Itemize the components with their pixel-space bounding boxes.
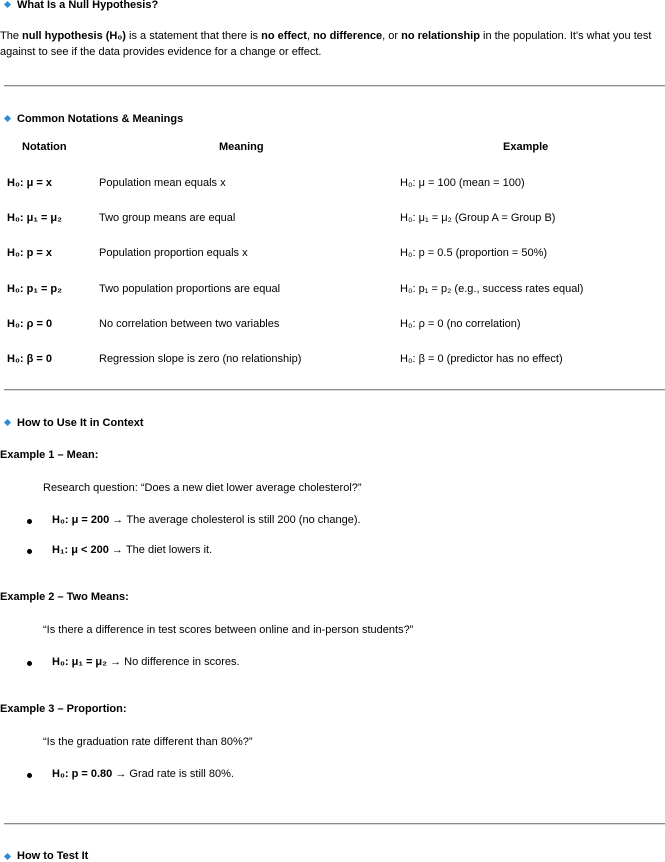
table-header-meaning: Meaning [219, 141, 264, 153]
bullet-dot-icon [27, 661, 32, 666]
table-cell-example: H₀: μ = 100 (mean = 100) [400, 177, 525, 189]
section-bullet-icon [4, 853, 11, 860]
bullet-dot-icon [27, 549, 32, 554]
example-3-title: Example 3 – Proportion: [0, 703, 127, 715]
hypothesis-description: → The average cholesterol is still 200 (no change). [109, 514, 361, 526]
para-bold-term: no difference [313, 30, 383, 42]
hypothesis-description: → No difference in scores. [107, 656, 240, 668]
bullet-dot-icon [27, 773, 32, 778]
example-1-bullet-2 [52, 544, 212, 556]
example-2-question: “Is there a difference in test scores between online and in-person students?” [43, 624, 414, 636]
table-cell-notation: H₀: μ = x [7, 177, 53, 189]
example-2-title: Example 2 – Two Means: [0, 591, 129, 603]
section-bullet-icon [4, 1, 11, 8]
para-bold-term: no relationship [401, 30, 480, 42]
example-1-title: Example 1 – Mean: [0, 449, 99, 461]
table-cell-notation: H₀: β = 0 [7, 353, 52, 365]
table-cell-notation: H₀: p₁ = p₂ [7, 283, 63, 295]
hypothesis-notation: H₁: μ < 200 [52, 544, 109, 556]
table-cell-example: H₀: β = 0 (predictor has no effect) [400, 353, 563, 365]
hypothesis-notation: H₀: μ₁ = μ₂ [52, 656, 108, 668]
table-cell-meaning: Population proportion equals x [99, 247, 248, 259]
para-text: , [306, 30, 314, 42]
table-cell-example: H₀: p = 0.5 (proportion = 50%) [400, 247, 548, 259]
bullet-dot-icon [27, 519, 32, 524]
para-text: The [0, 30, 23, 42]
table-cell-meaning: Regression slope is zero (no relationship) [99, 353, 302, 365]
table-cell-example: H₀: p₁ = p₂ (e.g., success rates equal) [400, 283, 584, 295]
section-heading-notations: Common Notations & Meanings [17, 113, 184, 125]
intro-paragraph [0, 29, 660, 60]
hypothesis-notation: H₀: p = 0.80 [52, 768, 113, 780]
table-cell-meaning: Two group means are equal [99, 212, 236, 224]
table-cell-meaning: No correlation between two variables [99, 318, 280, 330]
table-cell-notation: H₀: μ₁ = μ₂ [7, 212, 63, 224]
para-text: in the population. It's what you test against to see if the data provides evidence for a change or effect. [0, 30, 652, 58]
hypothesis-description: → The diet lowers it. [108, 544, 213, 556]
example-3-bullet-1 [52, 768, 234, 780]
table-cell-meaning: Two population proportions are equal [99, 283, 281, 295]
section-heading-null-hypothesis: What Is a Null Hypothesis? [17, 0, 159, 11]
example-2-bullet-1 [52, 656, 240, 668]
para-bold-term: null hypothesis (H₀) [22, 30, 126, 42]
table-cell-example: H₀: ρ = 0 (no correlation) [400, 318, 521, 330]
section-divider [4, 389, 665, 390]
table-header-example: Example [503, 141, 549, 153]
table-cell-notation: H₀: ρ = 0 [7, 318, 53, 330]
table-cell-example: H₀: μ₁ = μ₂ (Group A = Group B) [400, 212, 556, 224]
section-bullet-icon [4, 419, 11, 426]
section-divider [4, 85, 665, 86]
section-divider [4, 823, 665, 824]
section-heading-context: How to Use It in Context [17, 417, 144, 429]
para-text: , or [382, 30, 402, 42]
example-3-question: “Is the graduation rate different than 80%?” [43, 736, 253, 748]
para-bold-term: no effect [261, 30, 307, 42]
hypothesis-description: → Grad rate is still 80%. [112, 768, 234, 780]
section-heading-how-to-test: How to Test It [17, 850, 89, 862]
hypothesis-notation: H₀: μ = 200 [52, 514, 110, 526]
table-header-notation: Notation [22, 141, 67, 153]
example-1-question: Research question: “Does a new diet lower average cholesterol?” [43, 482, 362, 494]
section-bullet-icon [4, 115, 11, 122]
table-cell-meaning: Population mean equals x [99, 177, 226, 189]
example-1-bullet-1 [52, 514, 361, 526]
table-cell-notation: H₀: p = x [7, 247, 52, 259]
para-text: is a statement that there is [125, 30, 262, 42]
